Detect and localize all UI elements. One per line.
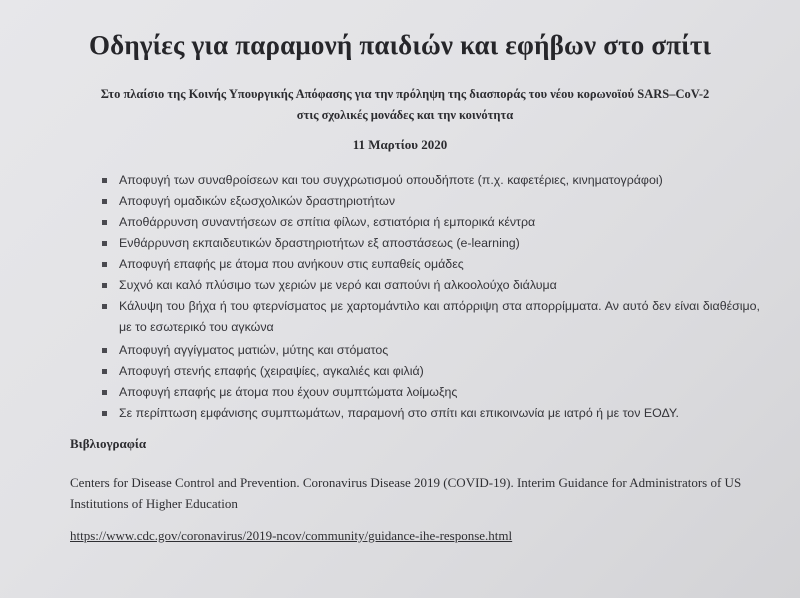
list-item [100, 212, 760, 233]
bullet-square-icon [102, 411, 107, 416]
list-item [100, 254, 760, 275]
page-title: Οδηγίες για παραμονή παιδιών και εφήβων στο σπίτι [88, 30, 712, 60]
bullet-square-icon [102, 348, 107, 353]
list-item [100, 296, 760, 338]
subtitle-line: Στο πλαίσιο της Κοινής Υπουργικής Απόφασης για την πρόληψη της διασποράς του νέου κορωνοϊού SARS–CoV-2 [100, 87, 710, 101]
reference-link[interactable]: https://www.cdc.gov/coronavirus/2019-ncov/community/guidance-ihe-response.html [70, 528, 513, 543]
list-item [100, 361, 760, 382]
list-item-text: Συχνό και καλό πλύσιμο των χεριών με νερό και σαπούνι ή αλκοολούχο διάλυμα [119, 278, 557, 292]
list-item-text: Αποφυγή αγγίγματος ματιών, μύτης και στόματος [119, 343, 389, 357]
subtitle-line: στις σχολικές μονάδες και την κοινότητα [296, 108, 514, 122]
list-item-text: Αποφυγή ομαδικών εξωσχολικών δραστηριοτήτων [119, 194, 396, 208]
list-item [100, 340, 760, 361]
bullet-square-icon [102, 369, 107, 374]
bullet-square-icon [102, 178, 107, 183]
list-item-text: Αποφυγή στενής επαφής (χειραψίες, αγκαλιές και φιλιά) [119, 364, 424, 378]
subtitle [70, 84, 740, 126]
bullet-square-icon [102, 220, 107, 225]
list-item [100, 170, 760, 191]
bullet-square-icon [102, 283, 107, 288]
list-item-text: Αποφυγή επαφής με άτομα που έχουν συμπτώματα λοίμωξης [119, 385, 458, 399]
list-item [100, 403, 760, 424]
bullet-square-icon [102, 390, 107, 395]
bullet-square-icon [102, 262, 107, 267]
list-item-text: Κάλυψη του βήχα ή του φτερνίσματος με χαρτομάντιλο και απόρριψη στα απορρίμματα. Αν αυτό δεν είναι διαθέσιμο, με το εσωτερικό του αγκώνα [119, 299, 760, 334]
list-item [100, 382, 760, 403]
bibliography-heading: Βιβλιογραφία [70, 436, 147, 451]
list-item [100, 233, 760, 254]
list-item-text: Αποφυγή επαφής με άτομα που ανήκουν στις ευπαθείς ομάδες [119, 257, 464, 271]
list-item-text: Ενθάρρυνση εκπαιδευτικών δραστηριοτήτων εξ αποστάσεως (e-learning) [119, 236, 520, 250]
list-item-text: Αποφυγή των συναθροίσεων και του συγχρωτισμού οπουδήποτε (π.χ. καφετέριες, κινηματογράφοι) [119, 173, 663, 187]
bullet-square-icon [102, 304, 107, 309]
guidelines-list [100, 170, 760, 424]
bullet-square-icon [102, 199, 107, 204]
bullet-square-icon [102, 241, 107, 246]
bibliography-reference: Centers for Disease Control and Prevention. Coronavirus Disease 2019 (COVID-19). Interim Guidance for Administrators of US Institutions of Higher Education [70, 475, 742, 511]
list-item-text: Αποθάρρυνση συναντήσεων σε σπίτια φίλων, εστιατόρια ή εμπορικά κέντρα [119, 215, 536, 229]
list-item [100, 191, 760, 212]
document-date: 11 Μαρτίου 2020 [352, 137, 448, 152]
list-item [100, 275, 760, 296]
list-item-text: Σε περίπτωση εμφάνισης συμπτωμάτων, παραμονή στο σπίτι και επικοινωνία με ιατρό ή με τον ΕΟΔΥ. [119, 406, 679, 420]
